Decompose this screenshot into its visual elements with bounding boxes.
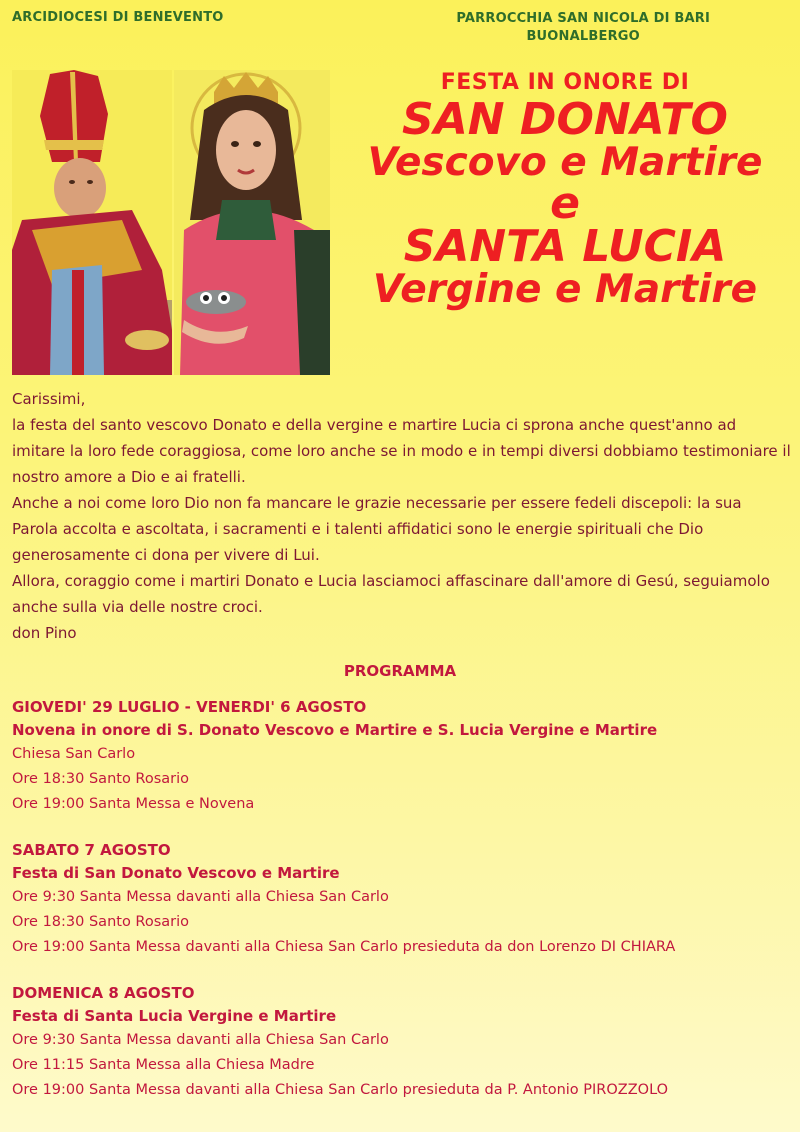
program-feast: Festa di Santa Lucia Vergine e Martire [12, 1007, 337, 1025]
saint-lucia-title: Vergine e Martire [372, 267, 758, 313]
letter-paragraph: Allora, coraggio come i martiri Donato e Lucia lasciamoci affascinare dall'amore di Gesú, seguiamolo anche sulla via delle nostre croci. [12, 572, 770, 616]
program-line: Ore 9:30 Santa Messa davanti alla Chiesa San Carlo [12, 1032, 389, 1048]
san-donato-statue-image [12, 70, 172, 375]
letter-paragraph: Anche a noi come loro Dio non fa mancare le grazie necessarie per essere fedeli discepoli: la sua Parola accolta e ascoltata, i sacramenti e i talenti affidatici sono le energie spirituali che Dio generosamente ci dona per vivere di Lui. [12, 494, 742, 564]
parish-label [456, 10, 710, 46]
letter-signature: don Pino [12, 624, 77, 642]
parish-town: BUONALBERGO [526, 29, 640, 44]
saint-donato-name: SAN DONATO [402, 94, 728, 145]
program-day [12, 839, 797, 960]
program-line: Ore 9:30 Santa Messa davanti alla Chiesa San Carlo [12, 889, 389, 905]
program-line: Ore 19:00 Santa Messa davanti alla Chiesa San Carlo presieduta da don Lorenzo DI CHIARA [12, 939, 676, 955]
program-date: DOMENICA 8 AGOSTO [12, 984, 195, 1002]
parish-name: PARROCCHIA SAN NICOLA DI BARI [456, 11, 710, 26]
saint-donato-title: Vescovo e Martire [367, 140, 763, 186]
statues-image [12, 70, 330, 375]
feast-title [330, 66, 800, 311]
program-line: Ore 18:30 Santo Rosario [12, 771, 190, 787]
program-day [12, 982, 797, 1103]
archdiocese-label: ARCIDIOCESI DI BENEVENTO [12, 10, 224, 25]
letter-paragraph: la festa del santo vescovo Donato e della vergine e martire Lucia ci sprona anche quest'anno ad imitare la loro fede coraggiosa, come loro anche se in modo e in tempi diversi dobbiamo testimoniare il nostro amore a Dio e ai fratelli. [12, 416, 791, 486]
program-line: Chiesa San Carlo [12, 746, 136, 762]
pastoral-letter [12, 386, 792, 646]
program-line: Ore 19:00 Santa Messa davanti alla Chiesa San Carlo presieduta da P. Antonio PIROZZOLO [12, 1082, 669, 1098]
program-line: Ore 18:30 Santo Rosario [12, 914, 190, 930]
program-line: Ore 11:15 Santa Messa alla Chiesa Madre [12, 1057, 315, 1073]
program-feast: Novena in onore di S. Donato Vescovo e Martire e S. Lucia Vergine e Martire [12, 721, 658, 739]
title-conjunction: e [550, 178, 580, 230]
santa-lucia-statue-image [174, 70, 330, 375]
program-feast: Festa di San Donato Vescovo e Martire [12, 864, 340, 882]
program-schedule [12, 696, 797, 1125]
program-heading: PROGRAMMA [343, 662, 457, 680]
program-date: SABATO 7 AGOSTO [12, 841, 171, 859]
program-day [12, 696, 797, 817]
program-date: GIOVEDI' 29 LUGLIO - VENERDI' 6 AGOSTO [12, 698, 367, 716]
feast-title-intro: FESTA IN ONORE DI [440, 70, 690, 95]
saint-lucia-name: SANTA LUCIA [403, 221, 727, 273]
letter-greeting: Carissimi, [12, 390, 86, 408]
program-line: Ore 19:00 Santa Messa e Novena [12, 796, 255, 812]
